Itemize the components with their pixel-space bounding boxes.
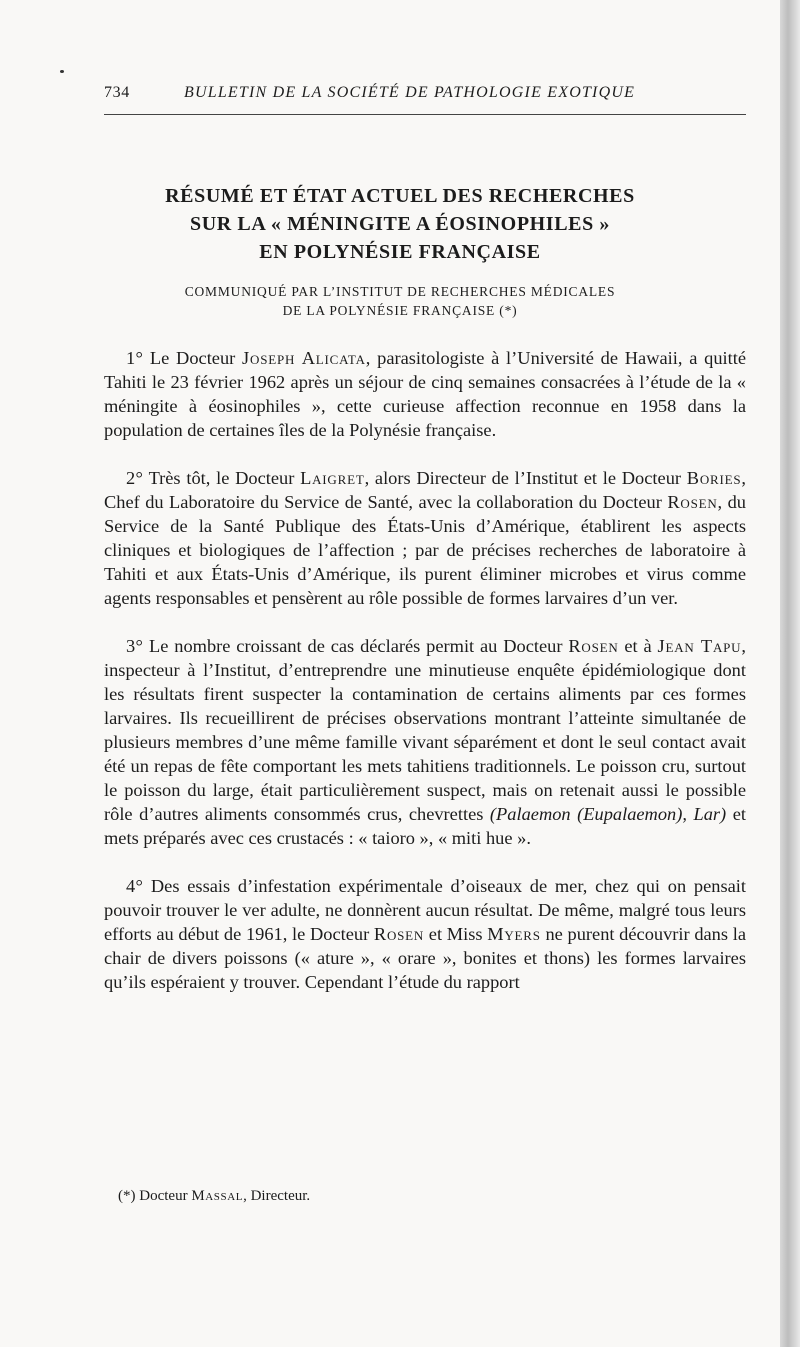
person-name: Jean Tapu (657, 636, 742, 656)
paragraph-number: 1° (126, 348, 144, 368)
footnote-text: Docteur (135, 1188, 192, 1204)
paragraph-text: , parasitologiste à l’Université de Hawaii, a quitté Tahiti le 23 février 1962 après un séjour de cinq semaines consacrées à l’étude de la « méningite à éosinophiles », cette curieuse affection reconnue en 1958 dans la population de certaines îles de la Polynésie française. (104, 348, 747, 440)
species-name: (Palaemon (Eupalaemon), Lar) (489, 804, 727, 824)
paragraph-text: Le nombre croissant de cas déclarés permit au Docteur (143, 636, 569, 656)
paragraph-text: , alors Directeur de l’Institut et le Docteur (364, 468, 687, 488)
paragraph-text: Très tôt, le Docteur (143, 468, 301, 488)
running-head (104, 84, 744, 110)
footnote-marker: (*) (118, 1188, 136, 1204)
paragraph-text: et à (618, 636, 658, 656)
paragraph-4 (104, 874, 746, 994)
paragraph-text: , Chef du Laboratoire du Service de Santé, avec la collaboration du Docteur (104, 468, 746, 512)
paragraph-text: , inspecteur à l’Institut, d’entreprendre une minutieuse enquête épidémiologique dont les résultats firent suspecter la contamination de certains aliments par ces formes larvaires. Ils recueillirent de précises observations montrant l’atteinte simultanée de plusieurs membres d’une même famille vivant séparément et dont le seul contact avait été un repas de fête comportant les mets tahitiens traditionnels. Le poisson cru, surtout le poisson du large, était particulièrement suspect, mais on retenait aussi le possible rôle d’autres aliments consommés crus, chevrettes (104, 636, 746, 824)
page-number: 734 (104, 84, 130, 101)
person-name: Myers (487, 924, 541, 944)
paragraph-text: Des essais d’infestation expérimentale d’oiseaux de mer, chez qui on pensait pouvoir trouver le ver adulte, ne donnèrent aucun résultat. De même, malgré tous leurs efforts au début de 1961, le Docteur (104, 876, 746, 944)
person-name: Rosen (568, 636, 619, 656)
footnote-name: Massal (191, 1188, 244, 1204)
paragraph-3 (104, 634, 746, 850)
paragraph-text: ne purent découvrir dans la chair de divers poissons (« ature », « orare », bonites et thons) les formes larvaires qu’ils espéraient y trouver. Cependant l’étude du rapport (104, 924, 746, 992)
ink-speck (60, 70, 64, 73)
person-name: Bories (686, 468, 742, 488)
paragraph-number: 4° (126, 876, 144, 896)
paragraph-number: 3° (126, 636, 144, 656)
paragraph-text: Le Docteur (143, 348, 243, 368)
title-line-1: RÉSUMÉ ET ÉTAT ACTUEL DES RECHERCHES (165, 185, 635, 207)
person-name: Laigret (300, 468, 365, 488)
paragraph-text: et Miss (424, 924, 488, 944)
header-rule (104, 114, 746, 115)
subtitle-line-1: COMMUNIQUÉ PAR L’INSTITUT DE RECHERCHES MÉDICALES (184, 284, 616, 299)
title-line-2: SUR LA « MÉNINGITE A ÉOSINOPHILES » (190, 213, 610, 235)
person-name: Rosen (667, 492, 718, 512)
footnote-text: , Directeur. (243, 1188, 311, 1204)
journal-title: BULLETIN DE LA SOCIÉTÉ DE PATHOLOGIE EXOTIQUE (184, 84, 636, 101)
footnote (118, 1186, 738, 1206)
paragraph-text: , du Service de la Santé Publique des États-Unis d’Amérique, établirent les aspects cliniques et biologiques de l’affection ; par de précises recherches de laboratoire à Tahiti et aux États-Unis d’Amérique, ils purent éliminer microbes et virus comme agents responsables et pensèrent au rôle possible de formes larvaires d’un ver. (104, 492, 746, 608)
paragraph-1 (104, 346, 746, 442)
paragraph-text: et mets préparés avec ces crustacés : « taioro », « miti hue ». (104, 804, 746, 848)
title-line-3: EN POLYNÉSIE FRANÇAISE (259, 241, 541, 263)
person-name: Rosen (373, 924, 425, 944)
article-subtitle (100, 282, 700, 320)
paragraph-number: 2° (126, 468, 144, 488)
subtitle-line-2: DE LA POLYNÉSIE FRANÇAISE (*) (282, 303, 518, 318)
article-title (100, 182, 700, 266)
article-body (104, 346, 746, 1018)
paragraph-2 (104, 466, 746, 610)
page-edge-shadow (780, 0, 800, 1347)
author-name: Joseph Alicata (242, 348, 366, 368)
